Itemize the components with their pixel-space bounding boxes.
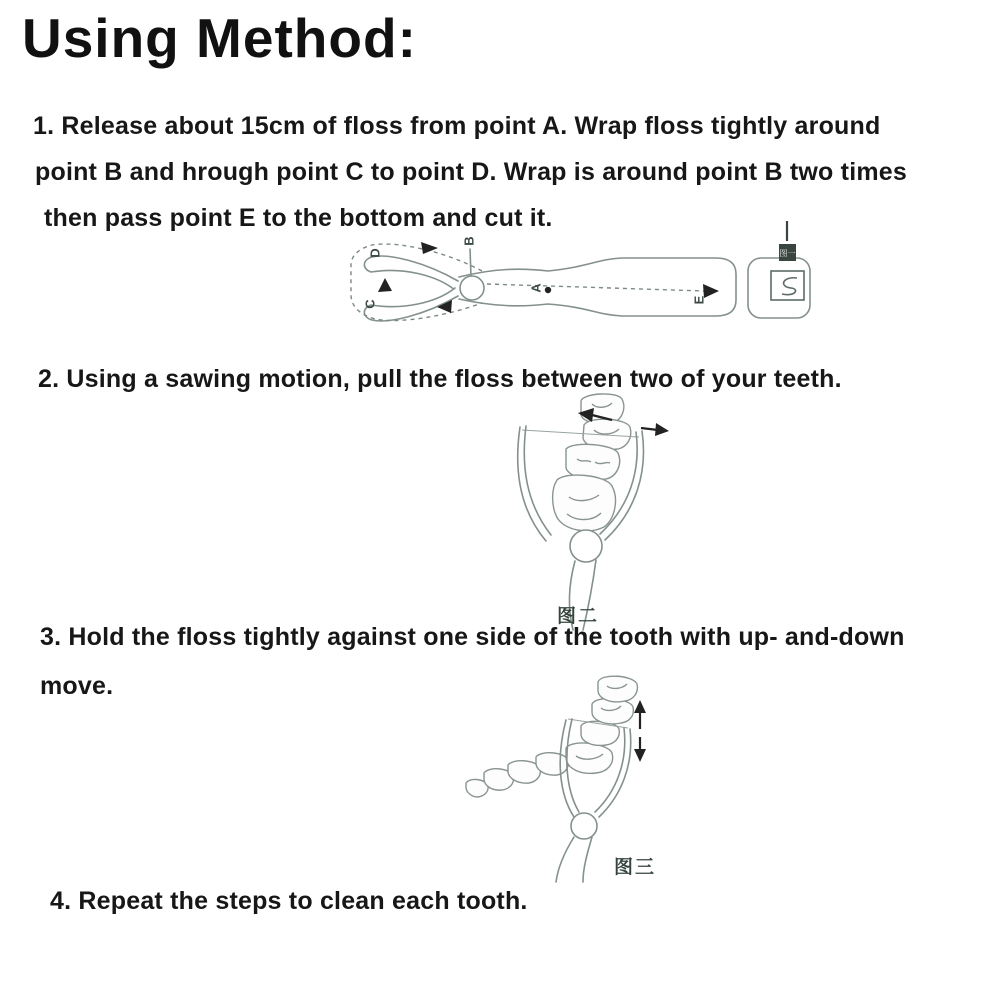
step-3-line-1: 3. Hold the floss tightly against one side of the tooth with up- and-down [40, 623, 905, 651]
figure-3-caption: 图三 [613, 857, 657, 878]
floss-cutter-box [771, 271, 804, 300]
figure-1-floss-holder-routing-diagram [340, 215, 820, 345]
figure-1-stamp-caption: 图一 [779, 249, 796, 258]
arrow-up-icon [634, 700, 646, 713]
arrow-right-icon [655, 423, 669, 436]
holder-handle-body [459, 258, 736, 316]
step-3-line-2: move. [40, 672, 114, 700]
point-label-a: A [528, 283, 544, 293]
arrow-down-icon [634, 749, 646, 762]
step-1-line-1: 1. Release about 15cm of floss from point A. Wrap floss tightly around [33, 112, 881, 140]
point-label-c: C [362, 299, 378, 309]
point-b-pointer-line [470, 249, 471, 276]
fork-top-prong [364, 256, 458, 290]
step-4-line-1: 4. Repeat the steps to clean each tooth. [50, 887, 528, 915]
step-1-line-2: point B and hrough point C to point D. Wrap is around point B two times [35, 158, 907, 186]
teeth-row-group [466, 676, 637, 797]
fork-knob [571, 813, 597, 839]
figure-2-sawing-motion-diagram [470, 390, 690, 635]
figure-2-caption: 图二 [556, 606, 600, 627]
point-b-knob [460, 276, 484, 300]
arrow-up-icon [378, 278, 392, 292]
point-label-e: E [691, 295, 707, 305]
point-label-b: B [461, 236, 477, 246]
point-label-d: D [367, 248, 383, 258]
up-down-arrows [634, 700, 646, 762]
step-2-line-1: 2. Using a sawing motion, pull the floss between two of your teeth. [38, 365, 842, 393]
point-a-dot [545, 287, 551, 293]
handle-lines [556, 837, 592, 882]
figure-3-up-down-motion-diagram [460, 665, 700, 890]
step-1-line-3: then pass point E to the bottom and cut it. [44, 204, 553, 232]
fork-knob [570, 530, 602, 562]
page-title: Using Method: [22, 7, 417, 69]
